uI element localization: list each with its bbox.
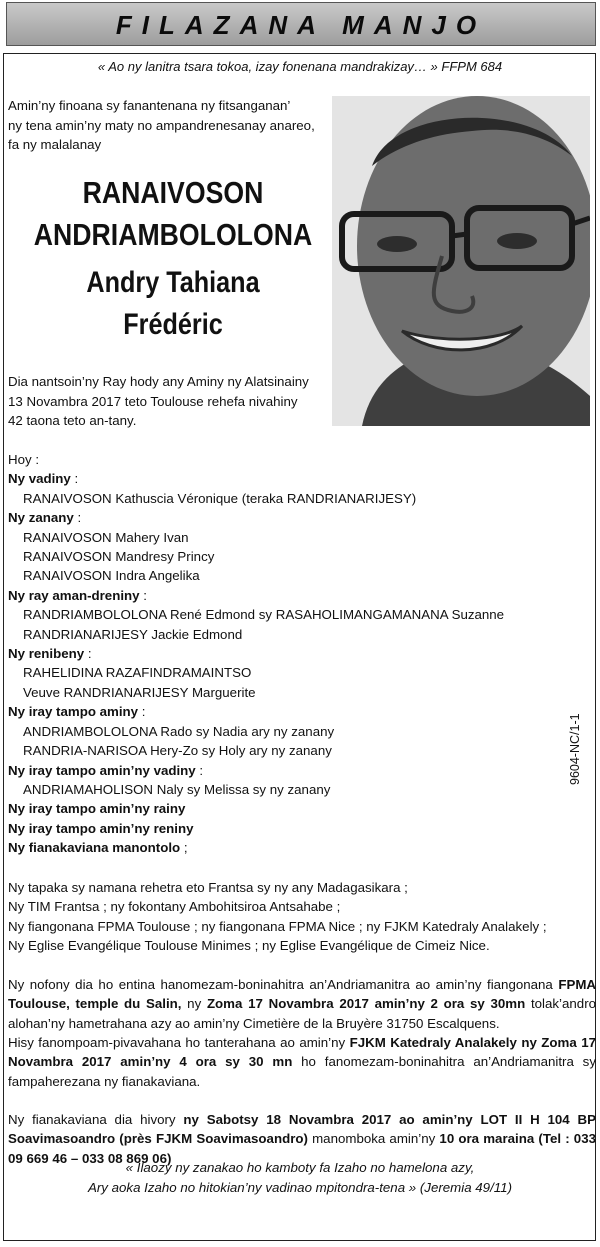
relation-label (8, 644, 568, 663)
surname-line-2: ANDRIAMBOLOLONA (33, 217, 313, 252)
family-list (8, 450, 568, 858)
relative-name: RANDRIANARIJESY Jackie Edmond (23, 626, 243, 642)
relation-label-text: Ny ray aman-dreniny (8, 587, 140, 603)
service-text: ho fanomezam-boninahitra an’Andriamanitra sy fampaherezana ny fianakaviana. (8, 1054, 596, 1089)
relation-label-text: Ny renibeny (8, 646, 85, 662)
communities-list (8, 878, 596, 956)
relative-name: RANDRIAMBOLOLONA René Edmond sy RASAHOLIMANGAMANANA Suzanne (23, 607, 505, 623)
firstname-line-2: Frédéric (123, 308, 223, 341)
relation-label (8, 586, 568, 605)
relation-label-suffix: : (70, 471, 79, 487)
community-line: Ny TIM Frantsa ; ny fokontany Ambohitsiroa Antsahabe ; (8, 899, 341, 915)
header-title: FILAZANA MANJO (115, 10, 487, 40)
relative-name: RANAIVOSON Indra Angelika (23, 568, 200, 584)
relation-label-text: Ny zanany (8, 510, 74, 526)
reception-place: ny Sabotsy 18 Novambra 2017 ao amin’ny LOT II H 104 BP Soavimasoandro (près FJKM Soavimasoandro) (8, 1112, 596, 1147)
death-notice (8, 372, 328, 431)
ceremony-text: Ny nofony dia ho entina hanomezam-boninahitra an’Andriamanitra ao amin’ny fiangonana (8, 977, 559, 992)
ceremony-time: Zoma 17 Novambra 2017 amin’ny 2 ora sy 30mn (206, 996, 526, 1012)
firstname-line-1: Andry Tahiana (86, 266, 260, 299)
service-paragraph (8, 1033, 596, 1091)
death-line: 13 Novambra 2017 teto Toulouse rehefa nivahiny (8, 393, 298, 409)
relation-label-text: Ny iray tampo amin’ny rainy (8, 801, 186, 817)
relation-label (8, 508, 568, 527)
deceased-surname (31, 172, 315, 256)
service-text: Hisy fanompoam-pivavahana ho tanterahana ao amin’ny (8, 1035, 350, 1050)
community-line: Ny fiangonana FPMA Toulouse ; ny fiangonana FPMA Nice ; ny FJKM Katedraly Analakely ; (8, 918, 547, 934)
intro-text (8, 96, 338, 155)
relative-name: ANDRIAMBOLOLONA Rado sy Nadia ary ny zanany (23, 723, 335, 739)
death-line: 42 taona teto an-tany. (8, 413, 137, 428)
intro-line: ny tena amin’ny maty no ampandrenesanay anareo, (8, 117, 315, 133)
relative-name: RANAIVOSON Mahery Ivan (23, 529, 189, 545)
relation-label-suffix: : (138, 704, 146, 720)
portrait-photo (332, 96, 590, 426)
relation-label-suffix: : (73, 510, 82, 526)
closing-quote-line: Ary aoka Izaho no hitokian’ny vadinao mpitondra-tena » (Jeremia 49/11) (87, 1179, 513, 1195)
intro-line: Amin’ny finoana sy fanantenana ny fitsanganan’ (8, 98, 291, 113)
surname-line-1: RANAIVOSON (82, 175, 264, 210)
reception-time-phone: 10 ora maraina (Tel : 033 09 669 46 – 033 08 869 06) (8, 1131, 596, 1166)
relation-label-text: Ny fianakaviana manontolo (8, 840, 181, 856)
community-line: Ny Eglise Evangélique Toulouse Minimes ; ny Eglise Evangélique de Cimeiz Nice. (8, 938, 490, 954)
reception-text: manomboka amin’ny (307, 1131, 440, 1147)
relative-name: RANDRIA-NARISOA Hery-Zo sy Holy ary ny zanany (23, 743, 332, 759)
relation-label-suffix: : (139, 587, 147, 603)
ceremony-paragraph (8, 975, 596, 1033)
relation-label (8, 761, 568, 780)
ceremony-place: FPMA Toulouse, temple du Salin, (8, 977, 596, 1012)
opening-quote: « Ao ny lanitra tsara tokoa, izay fonenana mandrakizay… » FFPM 684 (97, 59, 503, 74)
portrait-illustration (332, 96, 590, 426)
header-banner (6, 2, 596, 46)
relation-label (8, 799, 568, 818)
relation-label-suffix: ; (180, 840, 188, 856)
community-line: Ny tapaka sy namana rehetra eto Frantsa sy ny any Madagasikara ; (8, 880, 408, 895)
relation-label-suffix: : (195, 762, 204, 778)
closing-quote-line: « Ilaozy ny zanakao ho kamboty fa Izaho no hamelona azy, (125, 1160, 475, 1175)
closing-quote (0, 1158, 600, 1197)
relation-label-text: Ny iray tampo amin’ny reniny (8, 820, 194, 836)
relative-name: ANDRIAMAHOLISON Naly sy Melissa sy ny zanany (23, 781, 331, 797)
family-heading: Hoy : (8, 452, 40, 467)
relation-label (8, 702, 568, 721)
relation-label-text: Ny iray tampo aminy (8, 704, 139, 720)
death-line: Dia nantsoin’ny Ray hody any Aminy ny Alatsinainy (8, 374, 309, 389)
relative-name: RANAIVOSON Kathuscia Véronique (teraka RANDRIANARIJESY) (23, 490, 417, 506)
reception-text: Ny fianakaviana dia hivory (8, 1112, 184, 1127)
relative-name: Veuve RANDRIANARIJESY Marguerite (23, 684, 256, 700)
relative-name: RANAIVOSON Mandresy Princy (23, 549, 215, 565)
intro-line: fa ny malalanay (8, 137, 102, 152)
relation-label (8, 819, 568, 838)
reference-code: 9604-NC/1-1 (568, 713, 582, 785)
service-place-time: FJKM Katedraly Analakely ny Zoma 17 Novambra 2017 amin’ny 4 ora sy 30 mn (8, 1035, 597, 1070)
relative-name: RAHELIDINA RAZAFINDRAMAINTSO (23, 665, 252, 681)
deceased-firstname (34, 262, 311, 346)
relation-label-text: Ny vadiny (8, 471, 71, 487)
relation-label (8, 838, 568, 857)
ceremony-text: tolak’andro alohan’ny hametrahana azy ao amin’ny Cimetière de la Bruyère 31750 Escalquens. (8, 996, 597, 1031)
relation-label-text: Ny iray tampo amin’ny vadiny (8, 762, 196, 778)
relation-label (8, 469, 568, 488)
ceremony-text: ny (181, 996, 207, 1012)
relation-label-suffix: : (84, 646, 92, 662)
